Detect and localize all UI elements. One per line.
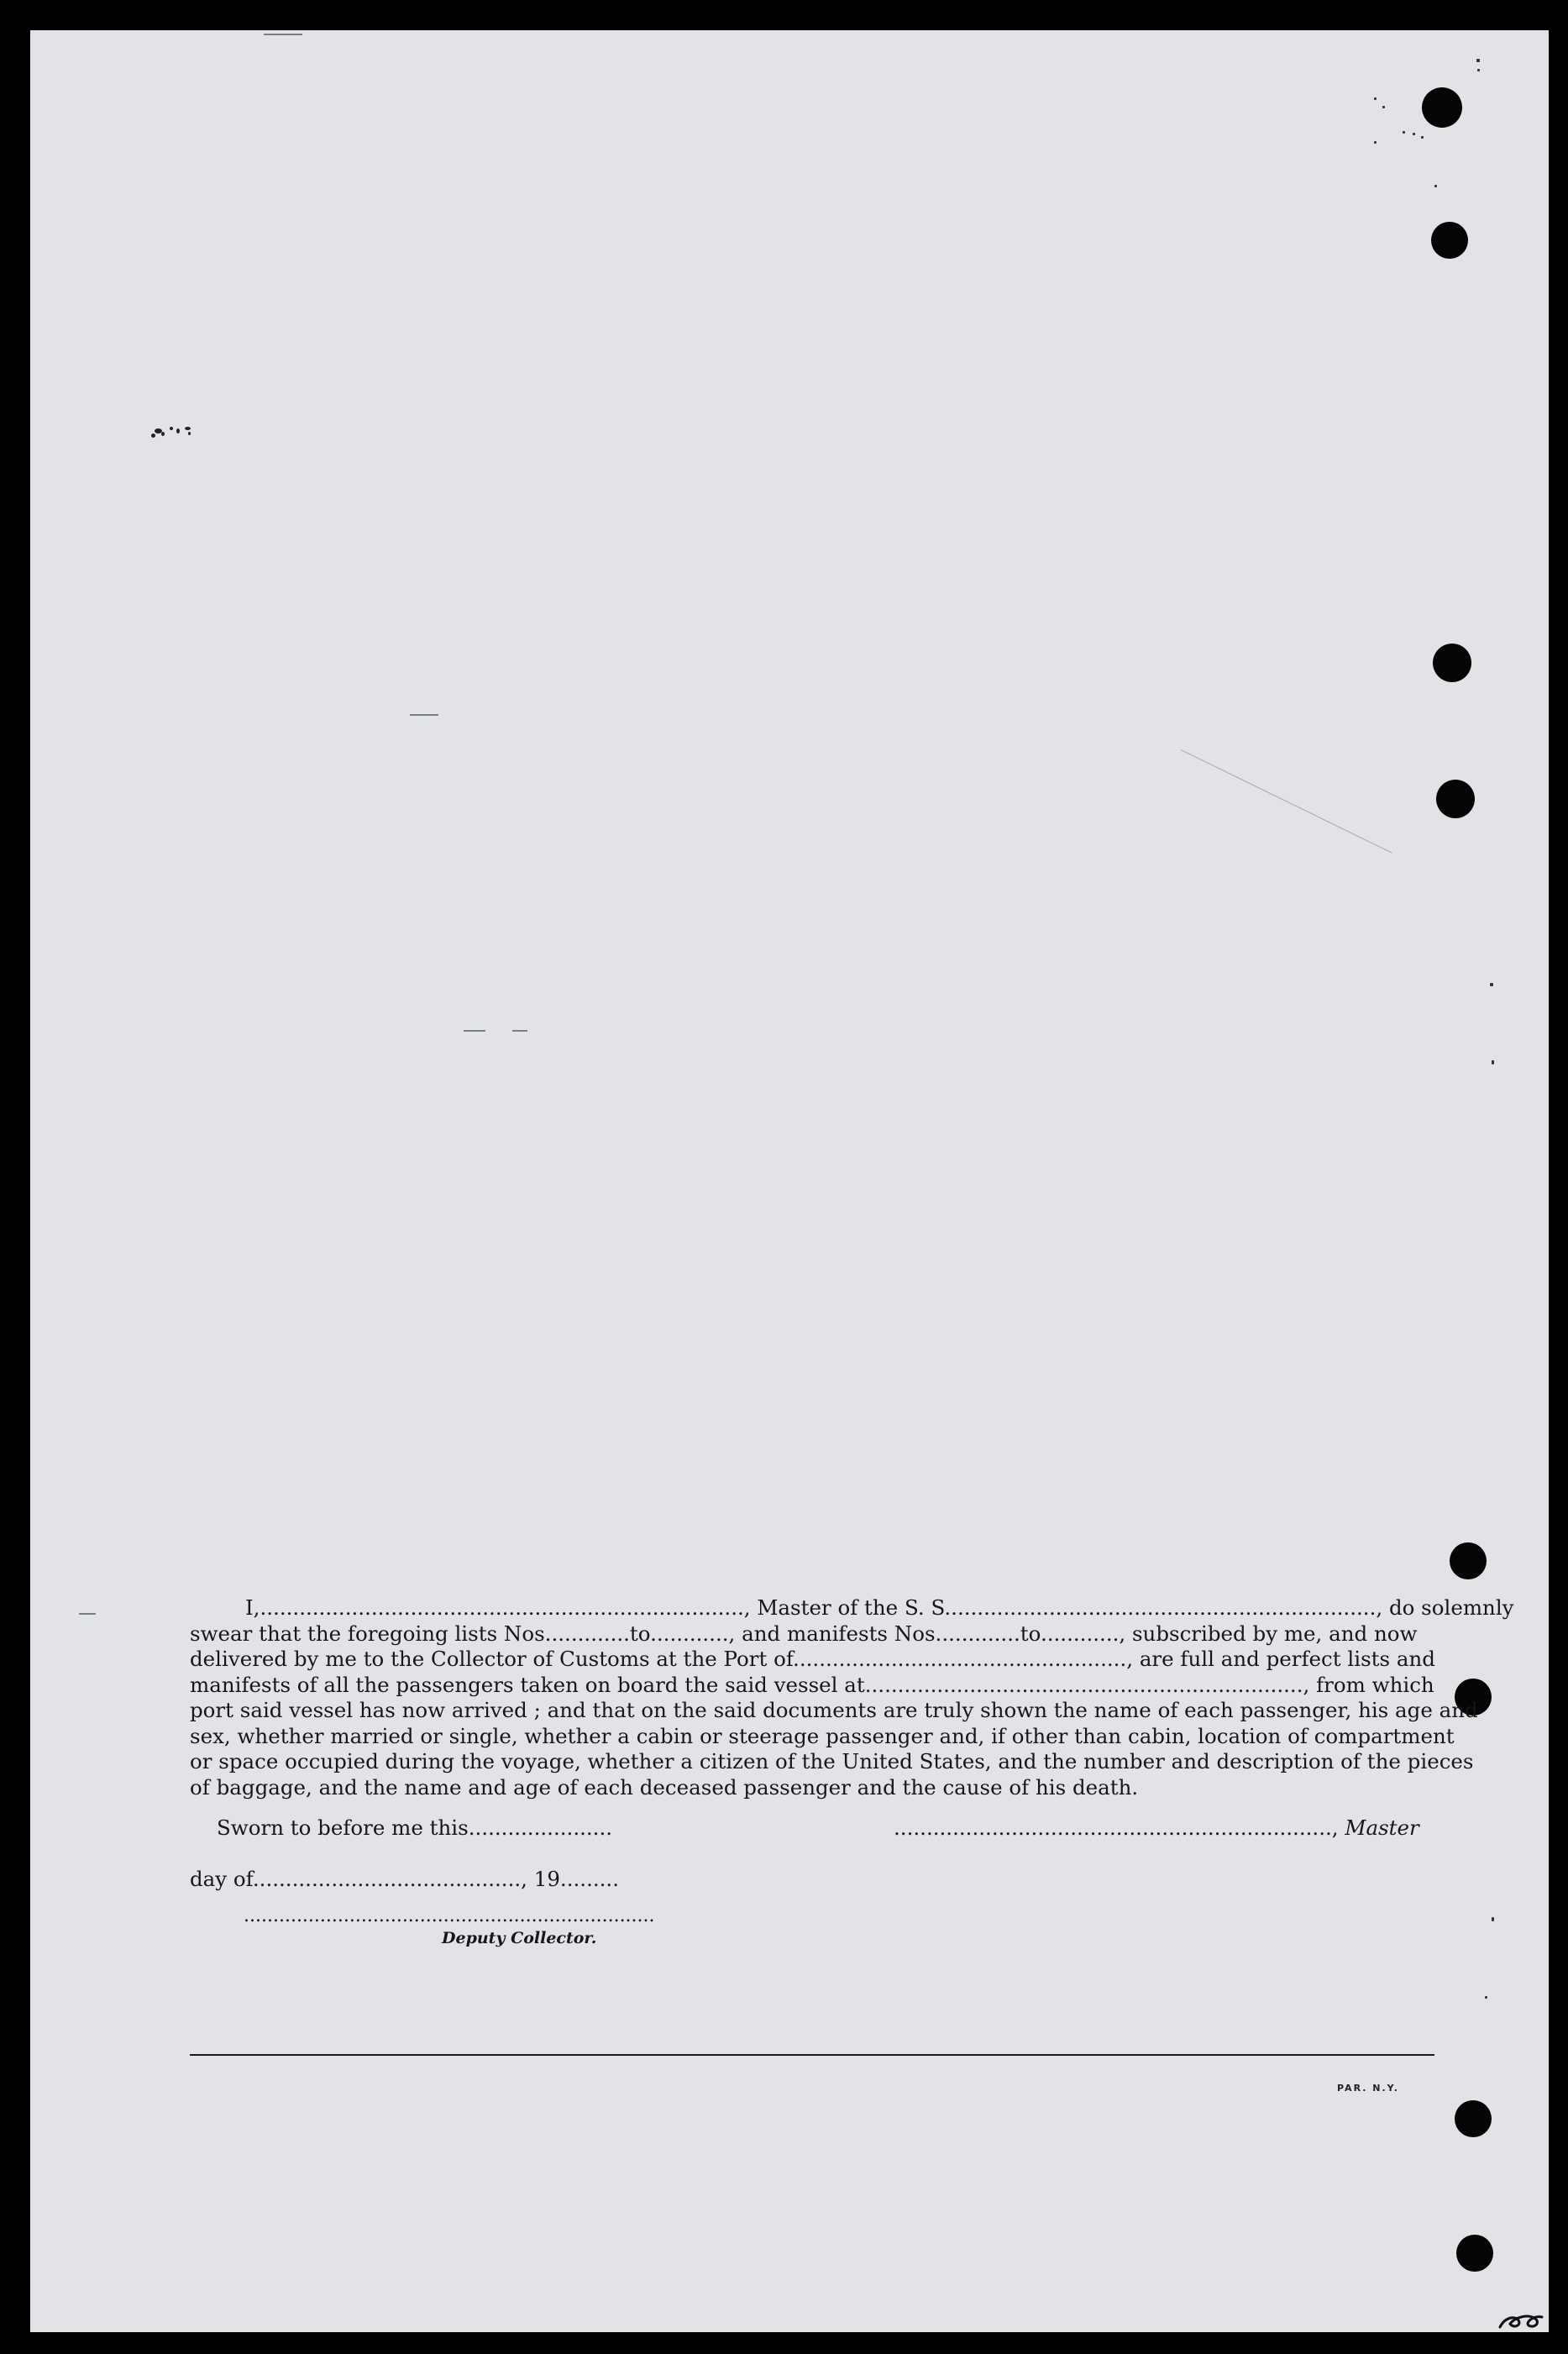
master-dots: ...................................................................,: [894, 1815, 1345, 1840]
faint-mark: [464, 1030, 485, 1032]
oath-text: delivered by me to the Collector of Customs at the Port of..................................................., are full and perfect lists and: [190, 1647, 1435, 1671]
speck: [1492, 1917, 1494, 1921]
oath-text: sex, whether married or single, whether a cabin or steerage passenger and, if other than cabin, location of compartment: [190, 1723, 1455, 1748]
printer-text: PAR. N.Y.: [1337, 2083, 1399, 2094]
oath-text: swear that the foregoing lists Nos.............to............, and manifests Nos.............to............, subscribed by me, and now: [190, 1621, 1418, 1646]
deputy-signature-dots: [244, 1905, 655, 1926]
punch-hole-3: [1433, 644, 1471, 682]
speck: [1374, 97, 1377, 100]
punch-hole-8: [1456, 2235, 1493, 2272]
speck: [1413, 133, 1415, 135]
handwritten-corner-mark: [1497, 2312, 1545, 2330]
oath-line-8: [190, 1775, 1437, 1801]
master-label: Master: [1345, 1815, 1419, 1840]
oath-text: manifests of all the passengers taken on board the said vessel at..................................................................., from which: [190, 1672, 1434, 1697]
master-signature-line: [894, 1815, 1419, 1840]
speck: [1490, 983, 1493, 986]
deputy-label: Deputy Collector.: [442, 1929, 597, 1947]
day-line: [190, 1867, 619, 1891]
printer-mark: [1337, 2083, 1399, 2094]
ink-blot: [188, 432, 191, 435]
deputy-dots: ......................................................................: [244, 1905, 655, 1926]
faint-mark: [264, 34, 302, 35]
punch-hole-2: [1431, 222, 1468, 259]
faint-mark: [512, 1030, 527, 1032]
sworn-line: [217, 1815, 612, 1840]
speck: [1374, 141, 1377, 144]
faint-mark: [410, 714, 438, 716]
oath-line-4: [190, 1673, 1437, 1699]
punch-hole-7: [1455, 2100, 1492, 2137]
speck: [1434, 185, 1437, 187]
oath-line-3: [190, 1647, 1437, 1673]
day-text: day of........................................., 19.........: [190, 1867, 620, 1891]
ink-blot: [170, 427, 173, 430]
punch-hole-1: [1422, 87, 1462, 128]
oath-line-7: [190, 1749, 1474, 1775]
speck: [1485, 1996, 1487, 1999]
ink-blot: [151, 433, 155, 438]
oath-paragraph: [190, 1595, 1514, 1800]
speck: [1403, 131, 1405, 134]
sworn-text: Sworn to before me this......................: [217, 1815, 613, 1840]
speck: [1492, 1060, 1494, 1064]
faint-mark: [79, 1613, 96, 1615]
punch-hole-5: [1450, 1542, 1487, 1579]
oath-text: I,.........................................................................., Master of the S. S.................................................................., do solemnly: [245, 1595, 1514, 1620]
speck: [1421, 136, 1424, 139]
oath-line-1: [190, 1595, 1514, 1621]
speck: [1477, 69, 1480, 71]
oath-text: port said vessel has now arrived ; and that on the said documents are truly shown the name of each passenger, his age and: [190, 1698, 1478, 1722]
speck: [1382, 106, 1385, 108]
speck: [1476, 59, 1480, 62]
bottom-rule: [190, 2054, 1434, 2056]
oath-line-6: [190, 1723, 1455, 1750]
deputy-collector-label: [442, 1929, 596, 1947]
ink-blot: [185, 427, 191, 430]
oath-line-5: [190, 1698, 1478, 1724]
faint-mark: [1181, 749, 1392, 854]
oath-line-2: [190, 1621, 1437, 1647]
document-page: [30, 30, 1549, 2332]
oath-text: of baggage, and the name and age of each deceased passenger and the cause of his death.: [190, 1774, 1139, 1800]
ink-blot: [176, 428, 180, 433]
punch-hole-4: [1436, 780, 1475, 818]
oath-text: or space occupied during the voyage, whether a citizen of the United States, and the number and description of the pieces: [190, 1749, 1474, 1773]
ink-blot: [161, 432, 165, 436]
